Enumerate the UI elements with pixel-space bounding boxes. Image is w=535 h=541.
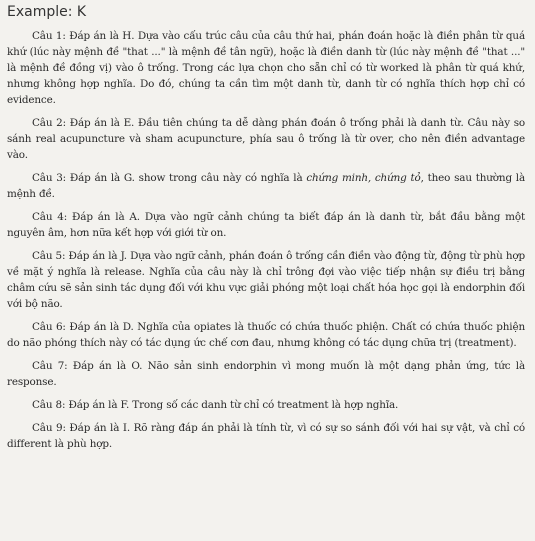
page-title: Example: K xyxy=(7,4,87,20)
answer-paragraph-7: Câu 7: Đáp án là O. Não sản sinh endorphin vì mong muốn là một dạng phản ứng, tức là response. xyxy=(7,360,525,388)
answer-paragraph-2: Câu 2: Đáp án là E. Đầu tiên chúng ta dễ dàng phán đoán ô trống phải là danh từ. Câu này so sánh real acupuncture và sham acupuncture, phía sau ô trống là từ over, cho nên điền advantage vào. xyxy=(7,117,525,161)
answer-3-italic-phrase: chứng minh, chứng tỏ xyxy=(306,172,421,184)
answer-paragraph-9: Câu 9: Đáp án là I. Rõ ràng đáp án phải là tính từ, vì có sự so sánh đối với hai sự vật, và chỉ có different là phù hợp. xyxy=(7,422,525,450)
answer-paragraph-3 xyxy=(7,170,525,202)
answer-paragraph-6: Câu 6: Đáp án là D. Nghĩa của opiates là thuốc có chứa thuốc phiện. Chất có chứa thuốc phiện do não phóng thích này có tác dụng ức chế cơn đau, nhưng không có tác dụng chữa trị (treatment). xyxy=(7,321,525,349)
answer-paragraph-8: Câu 8: Đáp án là F. Trong số các danh từ chỉ có treatment là hợp nghĩa. xyxy=(32,399,399,411)
answer-3-text-end: , theo sau thường là mệnh đề. xyxy=(7,172,525,200)
answer-paragraph-4: Câu 4: Đáp án là A. Dựa vào ngữ cảnh chúng ta biết đáp án là danh từ, bắt đầu bằng một nguyên âm, hơn nữa kết hợp với giới từ on. xyxy=(7,211,525,239)
answer-paragraph-5: Câu 5: Đáp án là J. Dựa vào ngữ cảnh, phán đoán ô trống cần điền vào động từ, động từ phù hợp về mặt ý nghĩa là release. Nghĩa của câu này là chỉ trông đợi vào việc tiếp nhận sự điều trị bằng châm cứu sẽ sản sinh tác dụng đối với khu vực giải phóng một loại chất hóa học gọi là endorphin đối với bộ não. xyxy=(7,250,525,310)
answer-3-text-start: Câu 3: Đáp án là G. show trong câu này có nghĩa là xyxy=(32,172,307,184)
answer-paragraph-1: Câu 1: Đáp án là H. Dựa vào cấu trúc câu của câu thứ hai, phán đoán hoặc là điền phân từ quá khứ (lúc này mệnh đề "that ..." là mệnh đề tân ngữ), hoặc là điền danh từ (lúc này mệnh đề "that ..." là mệnh đề đồng vị) vào ô trống. Trong các lựa chọn cho sẵn chỉ có từ worked là phân từ quá khứ, nhưng không hợp nghĩa. Do đó, chúng ta cần tìm một danh từ, danh từ có nghĩa thích hợp chỉ có evidence. xyxy=(7,30,525,106)
